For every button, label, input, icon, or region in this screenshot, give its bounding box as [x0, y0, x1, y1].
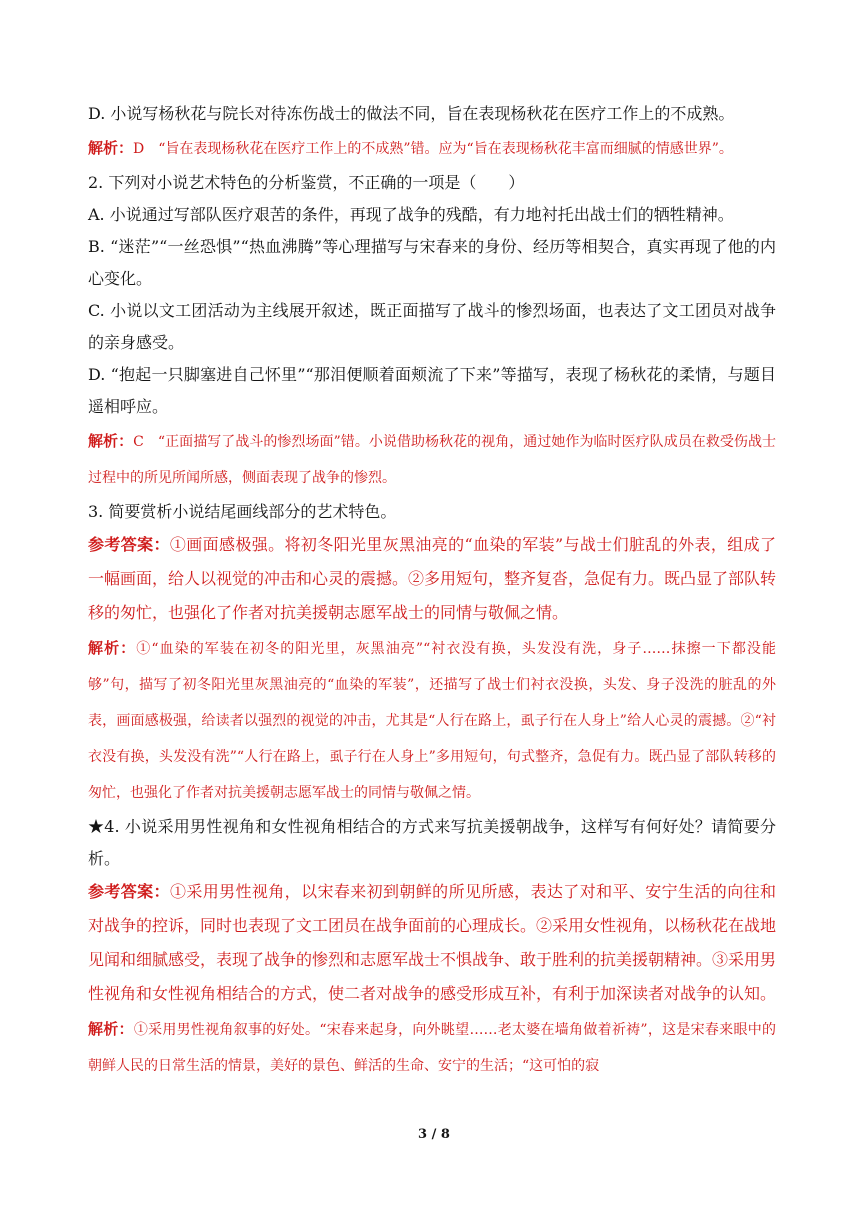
- question-2-option-d: D. “抱起一只脚塞进自己怀里”“那泪便顺着面颊流了下来”等描写，表现了杨秋花的柔情，与题目遥相呼应。: [88, 365, 776, 416]
- question-2-option-b: B. “迷茫”“一丝恐惧”“热血沸腾”等心理描写与宋春来的身份、经历等相契合，真实再现了他的内心变化。: [88, 237, 776, 288]
- explanation-2: [88, 423, 776, 496]
- answer-text: ①画面感极强。将初冬阳光里灰黑油亮的“血染的军装”与战士们脏乱的外表，组成了一幅画面，给人以视觉的冲击和心灵的震撼。②多用短句，整齐复沓，急促有力。既凸显了部队转移的匆忙，也强化了作者对抗美援朝志愿军战士的同情与敬佩之情。: [88, 535, 777, 622]
- explanation-label: 解析：: [88, 139, 134, 157]
- explanation-label: 解析：: [88, 639, 137, 657]
- question-2-option-a: A. 小说通过写部队医疗艰苦的条件，再现了战争的残酷，有力地衬托出战士们的牺牲精神。: [88, 205, 734, 224]
- answer-3: [88, 528, 776, 630]
- answer-label: 参考答案：: [88, 535, 170, 554]
- page-number: 3 / 8: [418, 1127, 450, 1142]
- explanation-4: [88, 1011, 776, 1084]
- answer-label: 参考答案：: [88, 882, 170, 901]
- question-1-option-d: D. 小说写杨秋花与院长对待冻伤战士的做法不同，旨在表现杨秋花在医疗工作上的不成熟。: [88, 104, 735, 123]
- explanation-label: 解析：: [88, 432, 134, 450]
- explanation-3: [88, 630, 776, 811]
- question-2: 2. 下列对小说艺术特色的分析鉴赏，不正确的一项是（ ）: [88, 173, 525, 192]
- page-content: [88, 98, 776, 1084]
- explanation-text: ①“血染的军装在初冬的阳光里，灰黑油亮”“衬衣没有换，头发没有洗，身子……抹擦一下都没能够”句，描写了初冬阳光里灰黑油亮的“血染的军装”，还描写了战士们衬衣没换，头发、身子没洗的脏乱的外表，画面感极强，给读者以强烈的视觉的冲击，尤其是“人行在路上，虱子行在人身上”给人心灵的震撼。②“衬衣没有换，头发没有洗”“人行在路上，虱子行在人身上”多用短句，句式整齐，急促有力。既凸显了部队转移的匆忙，也强化了作者对抗美援朝志愿军战士的同情与敬佩之情。: [88, 641, 776, 801]
- explanation-text: D “旨在表现杨秋花在医疗工作上的不成熟”错。应为“旨在表现杨秋花丰富而细腻的情感世界”。: [133, 141, 733, 157]
- explanation-text: ①采用男性视角叙事的好处。“宋春来起身，向外眺望……老太婆在墙角做着祈祷”，这是宋春来眼中的朝鲜人民的日常生活的情景，美好的景色、鲜活的生命、安宁的生活；“这可怕的寂: [88, 1022, 776, 1074]
- answer-text: ①采用男性视角，以宋春来初到朝鲜的所见所感，表达了对和平、安宁生活的向往和对战争的控诉，同时也表现了文工团员在战争面前的心理成长。②采用女性视角，以杨秋花在战地见闻和细腻感受，表现了战争的惨烈和志愿军战士不惧战争、敢于胜利的抗美援朝精神。③采用男性视角和女性视角相结合的方式，使二者对战争的感受形成互补，有利于加深读者对战争的认知。: [88, 882, 777, 1003]
- explanation-label: 解析：: [88, 1020, 134, 1038]
- question-4: ★4. 小说采用男性视角和女性视角相结合的方式来写抗美援朝战争，这样写有何好处？请简要分析。: [88, 817, 776, 868]
- answer-4: [88, 875, 776, 1011]
- question-3: 3. 简要赏析小说结尾画线部分的艺术特色。: [88, 502, 397, 521]
- explanation-text: C “正面描写了战斗的惨烈场面”错。小说借助杨秋花的视角，通过她作为临时医疗队成员在救受伤战士过程中的所见所闻所感，侧面表现了战争的惨烈。: [88, 434, 776, 486]
- question-2-option-c: C. 小说以文工团活动为主线展开叙述，既正面描写了战斗的惨烈场面，也表达了文工团员对战争的亲身感受。: [88, 301, 776, 352]
- explanation-1: [88, 130, 776, 167]
